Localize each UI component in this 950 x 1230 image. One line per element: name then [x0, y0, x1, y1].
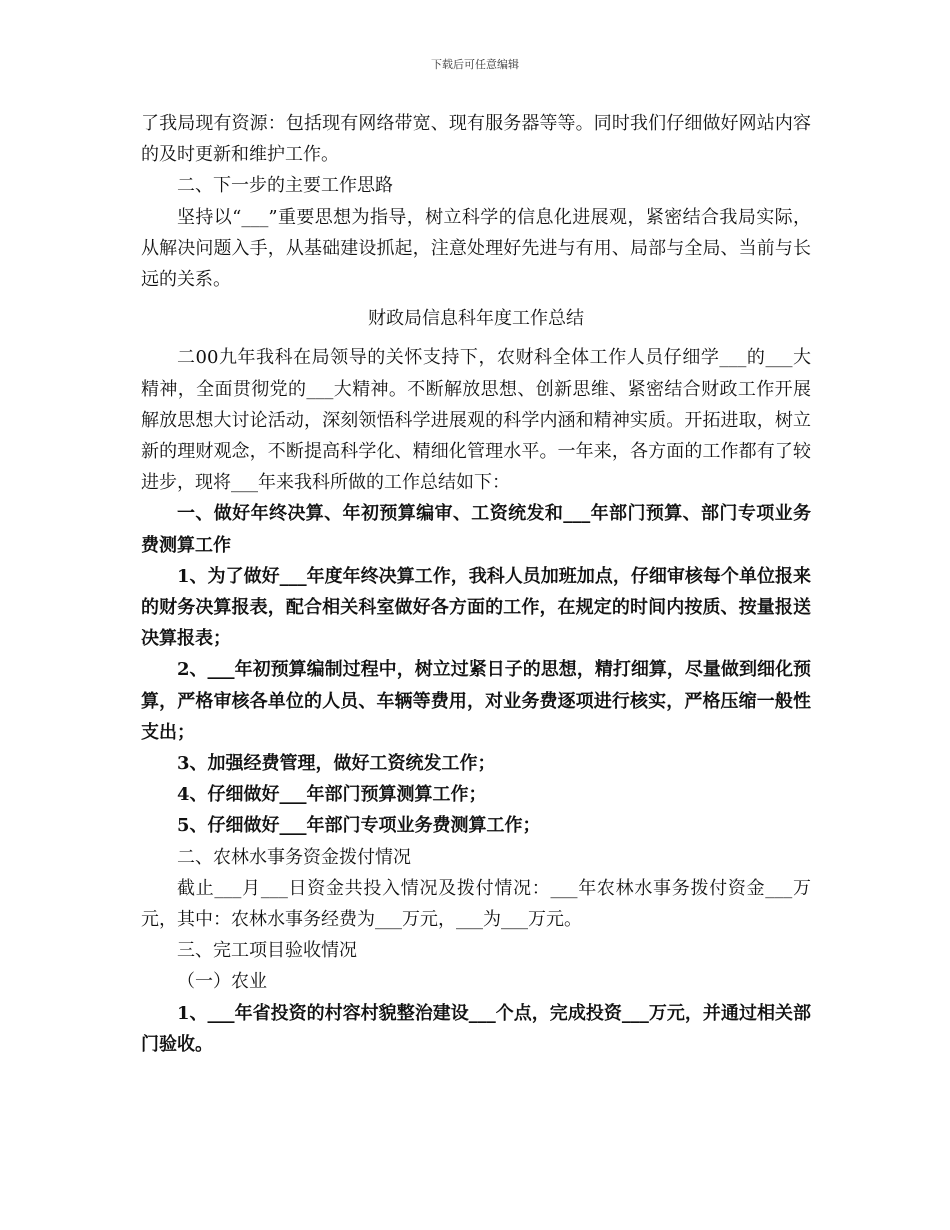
section-heading: 二、农林水事务资金拨付情况 [177, 846, 411, 868]
page-header: 下载后可任意编辑 [431, 58, 519, 71]
list-item: 4、仔细做好___年部门预算测算工作； [177, 784, 487, 806]
list-item: 2、___年初预算编制过程中，树立过紧日子的思想，精打细算，尽量做到细化预算，严格审核各单位的人员、车辆等费用，对业务费逐项进行核实，严格压缩一般性支出； [141, 659, 811, 743]
paragraph: 二00九年我科在局领导的关怀支持下，农财科全体工作人员仔细学___的___大精神，全面贯彻党的___大精神。不断解放思想、创新思维、紧密结合财政工作开展解放思想大讨论活动，深刻领悟科学进展观的科学内涵和精神实质。开拓进取，树立新的理财观念，不断提高科学化、精细化管理水平。一年来，各方面的工作都有了较进步，现将___年来我科所做的工作总结如下： [141, 347, 811, 494]
section-heading: 三、完工项目验收情况 [177, 940, 357, 962]
list-item: 1、为了做好___年度年终决算工作，我科人员加班加点，仔细审核每个单位报来的财务决算报表，配合相关科室做好各方面的工作，在规定的时间内按质、按量报送决算报表； [141, 565, 811, 650]
paragraph: 了我局现有资源：包括现有网络带宽、现有服务器等等。同时我们仔细做好网站内容的及时更新和维护工作。 [141, 113, 811, 166]
list-item: 5、仔细做好___年部门专项业务费测算工作； [177, 815, 541, 837]
paragraph: 截止___月___日资金共投入情况及拨付情况：___年农林水事务拨付资金___万元，其中：农林水事务经费为___万元，___为___万元。 [141, 877, 811, 931]
list-item: 1、___年省投资的村容村貌整治建设___个点，完成投资___万元，并通过相关部门验收。 [141, 1002, 811, 1055]
list-item: 3、加强经费管理，做好工资统发工作； [177, 753, 496, 775]
section-heading: 二、下一步的主要工作思路 [177, 175, 393, 197]
document-title: 财政局信息科年度工作总结 [368, 308, 584, 330]
section-heading: 一、做好年终决算、年初预算编审、工资统发和___年部门预算、部门专项业务费测算工作 [141, 503, 811, 556]
subsection-heading: （一）农业 [177, 971, 267, 993]
paragraph: 坚持以“___”重要思想为指导，树立科学的信息化进展观，紧密结合我局实际，从解决问题入手，从基础建设抓起，注意处理好先进与有用、局部与全局、当前与长远的关系。 [141, 206, 811, 291]
document-body [141, 108, 811, 1060]
